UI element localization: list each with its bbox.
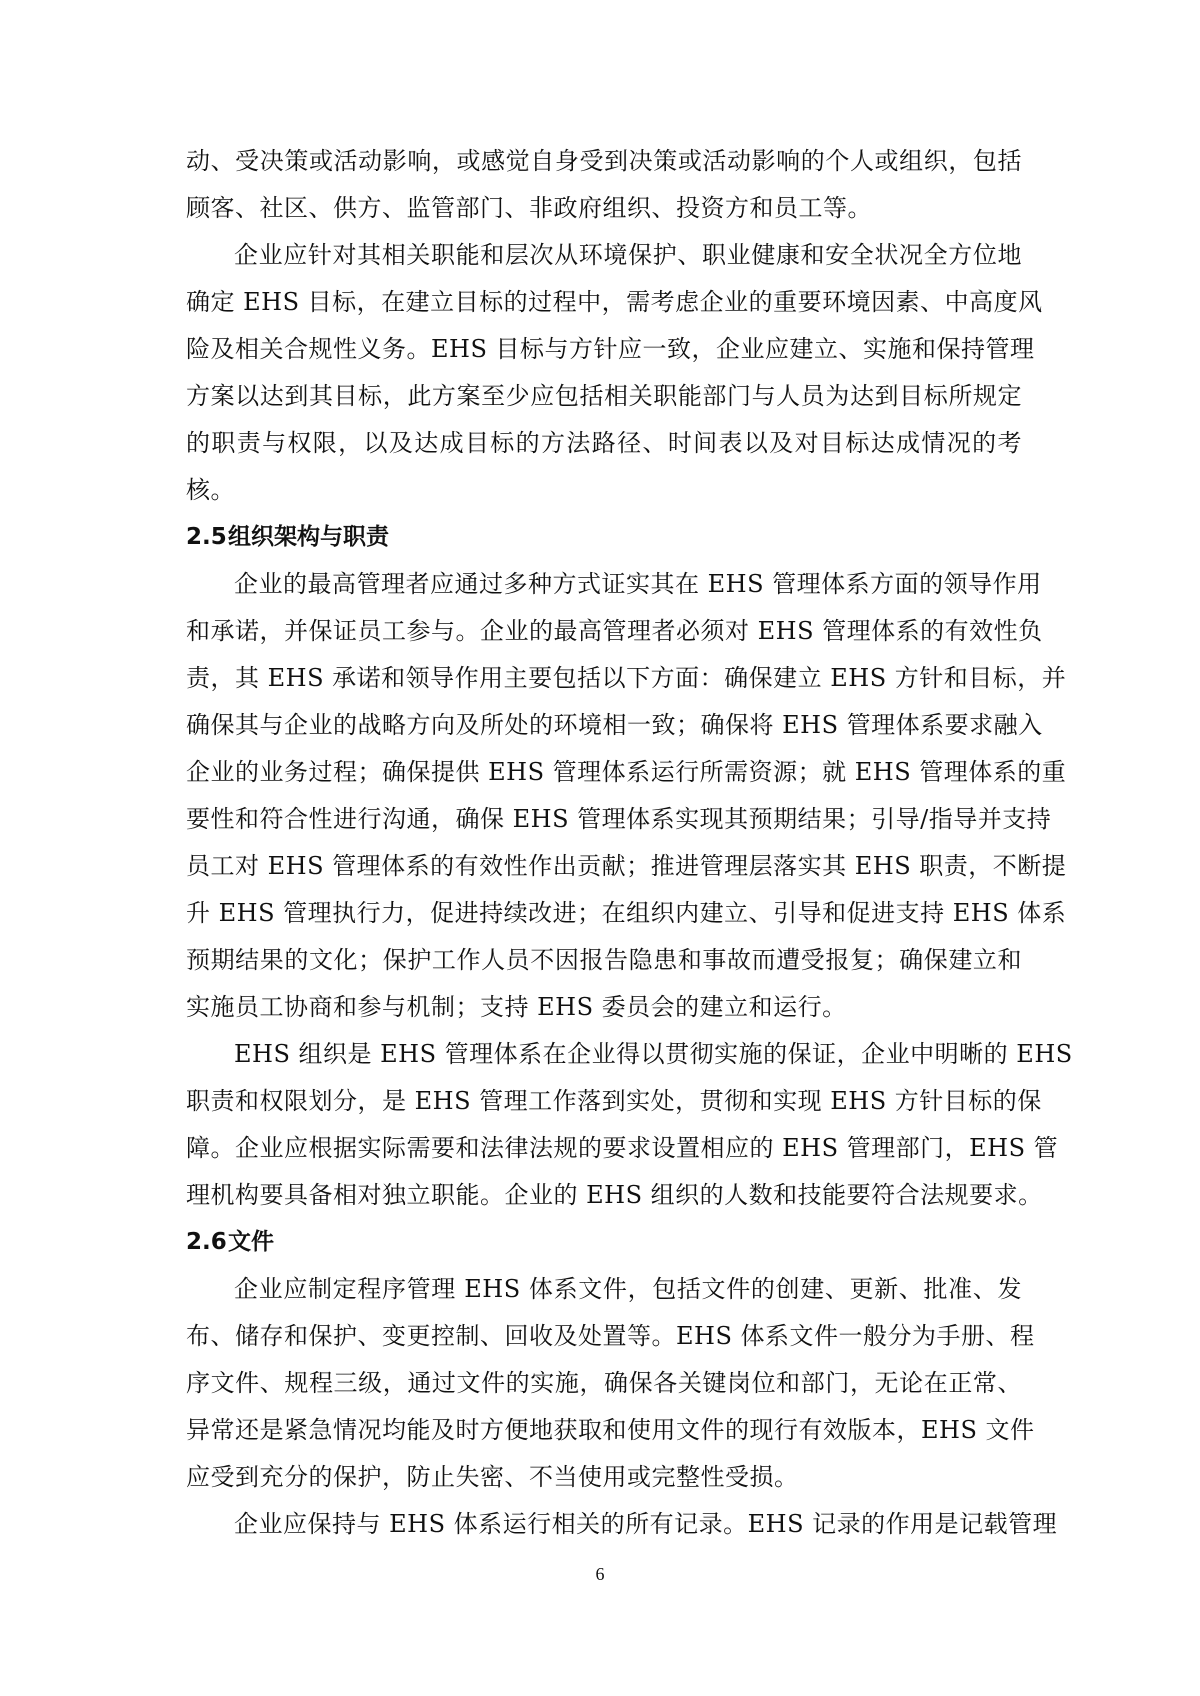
text-line: 异常还是紧急情况均能及时方便地获取和使用文件的现行有效版本，EHS 文件 — [186, 1416, 1035, 1444]
text-line: 企业应针对其相关职能和层次从环境保护、职业健康和安全状况全方位地 — [234, 241, 1022, 269]
section-number: 2.6 — [186, 1229, 227, 1255]
text-line: 预期结果的文化；保护工作人员不因报告隐患和事故而遭受报复；确保建立和 — [186, 946, 1022, 974]
page-number: 6 — [595, 1564, 605, 1584]
section-number: 2.5 — [186, 524, 227, 550]
text-line: 险及相关合规性义务。EHS 目标与方针应一致，企业应建立、实施和保持管理 — [186, 335, 1035, 363]
paragraph — [186, 561, 1067, 1031]
text-line: 企业的业务过程；确保提供 EHS 管理体系运行所需资源；就 EHS 管理体系的重 — [186, 758, 1067, 786]
text-line: 企业的最高管理者应通过多种方式证实其在 EHS 管理体系方面的领导作用 — [234, 570, 1042, 598]
paragraph — [186, 1266, 1035, 1501]
text-line: 布、储存和保护、变更控制、回收及处置等。EHS 体系文件一般分为手册、程 — [186, 1322, 1035, 1350]
paragraph — [186, 1501, 1058, 1548]
text-line: 确定 EHS 目标，在建立目标的过程中，需考虑企业的重要环境因素、中高度风 — [186, 288, 1043, 316]
text-line: 员工对 EHS 管理体系的有效性作出贡献；推进管理层落实其 EHS 职责，不断提 — [186, 852, 1067, 880]
text-line: 障。企业应根据实际需要和法律法规的要求设置相应的 EHS 管理部门，EHS 管 — [186, 1134, 1059, 1162]
text-line: 企业应制定程序管理 EHS 体系文件，包括文件的创建、更新、批准、发 — [234, 1275, 1022, 1303]
section-heading-2-6 — [186, 1219, 1022, 1266]
text-line: 职责和权限划分，是 EHS 管理工作落到实处，贯彻和实现 EHS 方针目标的保 — [186, 1087, 1042, 1115]
text-line: 要性和符合性进行沟通，确保 EHS 管理体系实现其预期结果；引导/指导并支持 — [186, 805, 1052, 833]
text-line: 确保其与企业的战略方向及所处的环境相一致；确保将 EHS 管理体系要求融入 — [186, 711, 1043, 739]
text-line: 和承诺，并保证员工参与。企业的最高管理者必须对 EHS 管理体系的有效性负 — [186, 617, 1043, 645]
text-line: 理机构要具备相对独立职能。企业的 EHS 组织的人数和技能要符合法规要求。 — [186, 1181, 1043, 1209]
text-line: 顾客、社区、供方、监管部门、非政府组织、投资方和员工等。 — [186, 194, 872, 222]
text-line: EHS 组织是 EHS 管理体系在企业得以贯彻实施的保证，企业中明晰的 EHS — [234, 1040, 1073, 1068]
text-line: 的职责与权限，以及达成目标的方法路径、时间表以及对目标达成情况的考 — [186, 429, 1022, 457]
section-title: 文件 — [228, 1229, 274, 1255]
paragraph — [186, 232, 1043, 514]
section-title: 组织架构与职责 — [228, 524, 389, 550]
text-line: 应受到充分的保护，防止失密、不当使用或完整性受损。 — [186, 1463, 799, 1491]
text-line: 实施员工协商和参与机制；支持 EHS 委员会的建立和运行。 — [186, 993, 847, 1021]
text-line: 序文件、规程三级，通过文件的实施，确保各关键岗位和部门，无论在正常、 — [186, 1369, 1022, 1397]
text-line: 动、受决策或活动影响，或感觉自身受到决策或活动影响的个人或组织，包括 — [186, 147, 1022, 175]
text-line: 方案以达到其目标，此方案至少应包括相关职能部门与人员为达到目标所规定 — [186, 382, 1022, 410]
text-line: 核。 — [186, 476, 235, 504]
section-heading-2-5 — [186, 514, 1022, 561]
text-line: 企业应保持与 EHS 体系运行相关的所有记录。EHS 记录的作用是记载管理 — [234, 1510, 1058, 1538]
paragraph — [186, 138, 1022, 232]
paragraph — [186, 1031, 1073, 1219]
document-page — [186, 138, 1073, 1548]
text-line: 升 EHS 管理执行力，促进持续改进；在组织内建立、引导和促进支持 EHS 体系 — [186, 899, 1067, 927]
text-line: 责，其 EHS 承诺和领导作用主要包括以下方面：确保建立 EHS 方针和目标，并 — [186, 664, 1067, 692]
